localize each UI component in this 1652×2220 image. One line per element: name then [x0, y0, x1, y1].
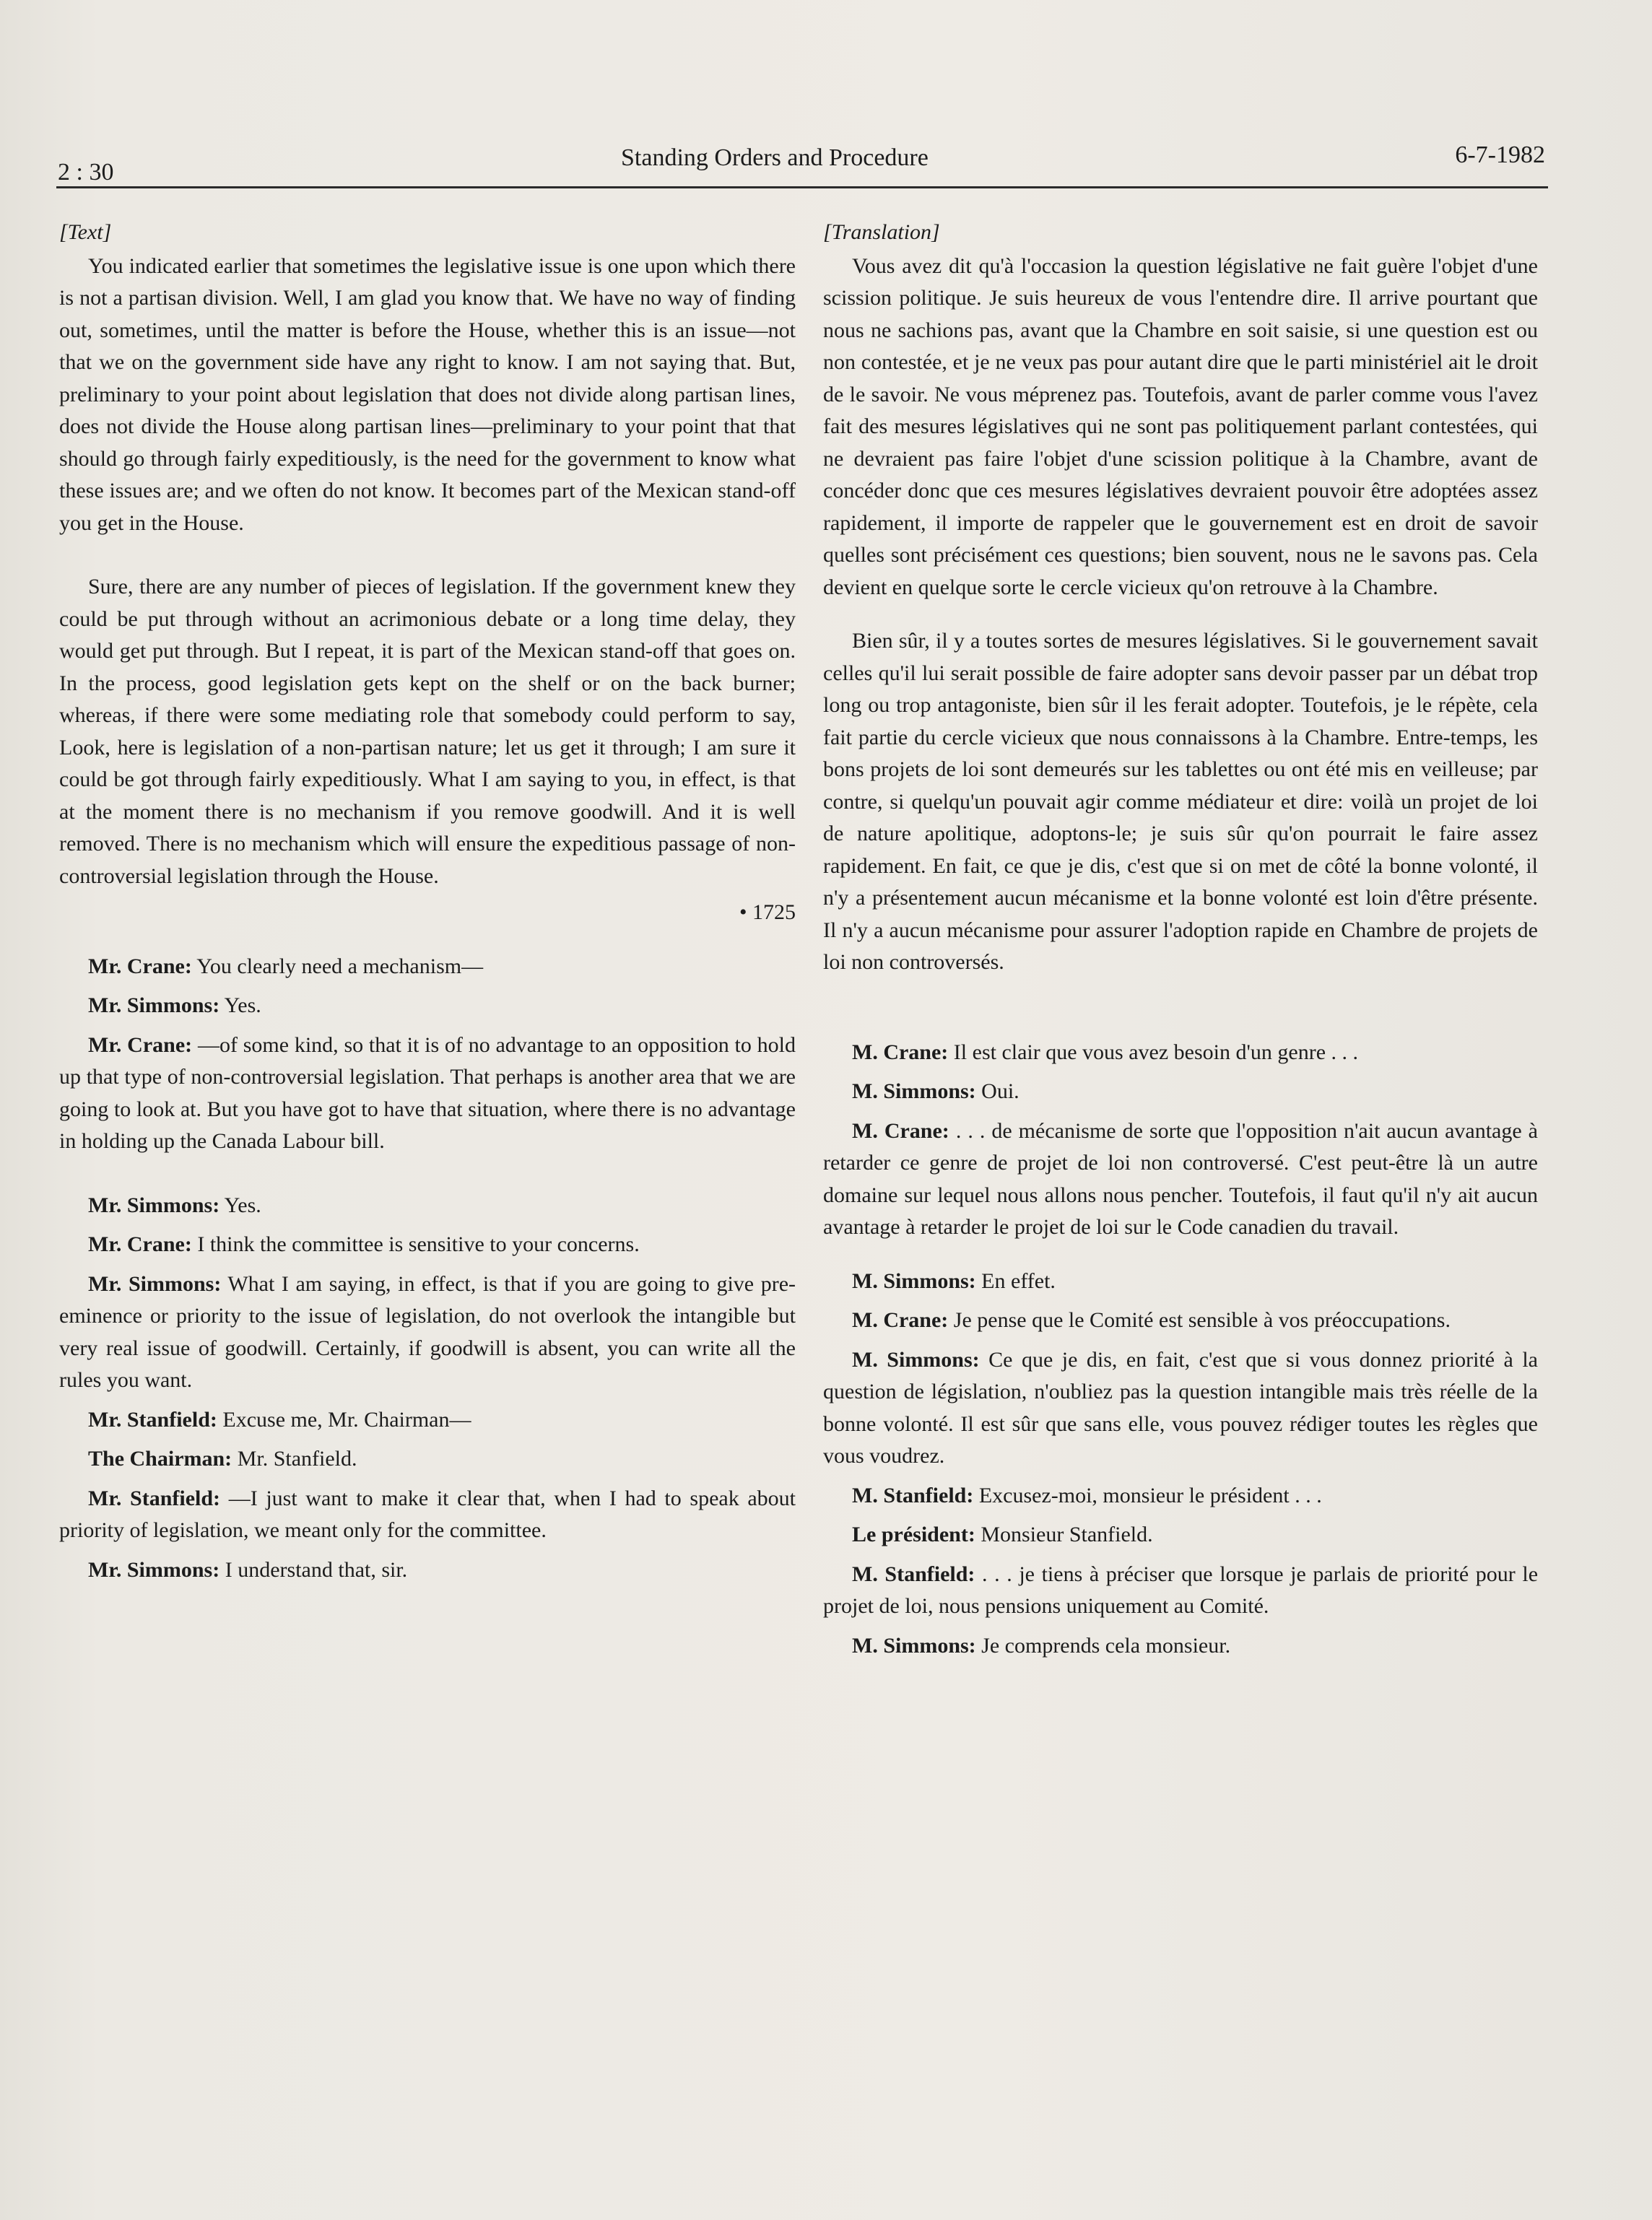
speaker: Mr. Stanfield:	[88, 1486, 221, 1510]
running-title: Standing Orders and Procedure	[621, 144, 929, 171]
speech: M. Crane: Je pense que le Comité est sensible à vos préoccupations.	[852, 1308, 1451, 1332]
speaker: M. Simmons:	[852, 1079, 976, 1103]
speaker: M. Simmons:	[852, 1633, 976, 1658]
translation-label: [Translation]	[823, 220, 940, 244]
speech: Mr. Crane: You clearly need a mechanism—	[88, 954, 484, 978]
speaker: M. Crane:	[852, 1040, 949, 1064]
speaker: Mr. Simmons:	[88, 993, 220, 1017]
speaker: M. Stanfield:	[852, 1562, 975, 1586]
speech: M. Simmons: Oui.	[852, 1079, 1020, 1103]
english-column	[59, 217, 796, 1586]
speech: The Chairman: Mr. Stanfield.	[88, 1447, 357, 1471]
speech: Mr. Simmons: I understand that, sir.	[88, 1557, 408, 1582]
speaker: M. Simmons:	[852, 1268, 976, 1293]
page-date: 6-7-1982	[1455, 142, 1545, 168]
speaker: Mr. Simmons:	[88, 1271, 222, 1296]
page-header	[58, 144, 1545, 188]
header-rule	[56, 186, 1548, 188]
speech: M. Simmons: Ce que je dis, en fait, c'est que si vous donnez priorité à la question de législation, n'oubliez pas la question intangible mais très réelle de la bonne volonté. Il est sûr que sans elle, vous pouvez rédiger toutes les règles que vous voudrez.	[823, 1347, 1539, 1468]
speaker: The Chairman:	[88, 1447, 232, 1471]
paragraph: Bien sûr, il y a toutes sortes de mesures législatives. Si le gouvernement savait celles qu'il lui serait possible de faire adopter sans devoir passer par un débat trop long ou trop antagoniste, bien sûr il les ferait adopter. Toutefois, je le répète, cela fait partie du cercle vicieux que nous connaissons à la Chambre. Entre-temps, les bons projets de loi sont demeurés sur les tablettes ou ont été mis en veilleuse; par contre, si quelqu'un pouvait agir comme médiateur et dire: voilà un projet de loi de nature apolitique, adoptons-le; je suis sûr qu'on pourrait le faire assez rapidement. En fait, ce que je dis, c'est que si on met de côté la bonne volonté, il n'y a présentement aucun mécanisme et la bonne volonté est loin d'être présente. Il n'y a aucun mécanisme pour assurer l'adoption rapide en Chambre de projets de loi non controversés.	[823, 629, 1538, 974]
paragraph: Sure, there are any number of pieces of legislation. If the government knew they could be put through without an acrimonious debate or a long time delay, they would get put through. But I repeat, it is part of the Mexican stand-off that goes on. In the process, good legislation gets kept on the shelf or on the back burner; whereas, if there were some mediating role that somebody could perform to say, Look, here is legislation of a non-partisan nature; let us get it through; I am sure it could be got through fairly expeditiously. What I am saying to you, in effect, is that at the moment there is no mechanism if you remove goodwill. And it is well removed. There is no mechanism which will ensure the expeditious passage of non-controversial legislation through the House.	[59, 575, 796, 888]
speech: Le président: Monsieur Stanfield.	[852, 1523, 1153, 1546]
speech: M. Stanfield: . . . je tiens à préciser que lorsque je parlais de priorité pour le projet de loi, nous pensions uniquement au Comité.	[823, 1562, 1539, 1618]
speaker: Mr. Crane:	[88, 1032, 193, 1057]
speaker: M. Crane:	[852, 1118, 949, 1143]
speaker: Mr. Simmons:	[88, 1193, 220, 1217]
speech: Mr. Simmons: Yes.	[88, 1193, 261, 1217]
speech: Mr. Simmons: What I am saying, in effect, is that if you are going to give pre-eminence or priority to the issue of legislation, do not overlook the intangible but very real issue of goodwill. Certainly, if goodwill is absent, you can write all the rules you want.	[59, 1271, 796, 1392]
speech: Mr. Stanfield: —I just want to make it clear that, when I had to speak about priority of legislation, we meant only for the committee.	[59, 1486, 796, 1542]
paragraph: Vous avez dit qu'à l'occasion la question législative ne fait guère l'objet d'une scission politique. Je suis heureux de vous l'entendre dire. Il arrive pourtant que nous ne sachions pas, avant que la Chambre en soit saisie, si une question est ou non contestée, et je ne veux pas pour autant dire que le parti ministériel ait le droit de le savoir. Ne vous méprenez pas. Toutefois, avant de parler comme vous l'avez fait des mesures législatives qui ne sont pas politiquement parlant contestées, qui ne devraient pas faire l'objet d'une scission politique à la Chambre, avant de concéder donc que ces mesures législatives devraient pouvoir être adoptées assez rapidement, il importe de rappeler que le gouvernement est en droit de savoir quelles sont précisément ces questions; bien souvent, nous ne le savons pas. Cela devient en quelque sorte le cercle vicieux qu'on retrouve à la Chambre.	[823, 253, 1538, 599]
speech: M. Crane: . . . de mécanisme de sorte que l'opposition n'ait aucun avantage à retarder ce genre de projet de loi non controversé. C'est peut-être là un autre domaine sur lequel nous allons nous pencher. Toutefois, il faut qu'il n'y ait aucun avantage à retarder le projet de loi sur le Code canadien du travail.	[823, 1118, 1538, 1239]
speaker: M. Stanfield:	[852, 1483, 974, 1507]
speaker: Mr. Crane:	[88, 954, 192, 978]
speech: M. Simmons: En effet.	[852, 1268, 1056, 1293]
speaker: Mr. Crane:	[88, 1232, 192, 1256]
page-number: 2 : 30	[58, 159, 114, 186]
time-marker: • 1725	[739, 900, 796, 924]
speech: Mr. Simmons: Yes.	[88, 993, 261, 1017]
speaker: M. Simmons:	[852, 1347, 980, 1372]
speech: Mr. Crane: —of some kind, so that it is of no advantage to an opposition to hold up that type of non-controversial legislation. That perhaps is another area that we are going to look at. But you have got to have that situation, where there is no advantage in holding up the Canada Labour bill.	[59, 1032, 796, 1153]
speaker: M. Crane:	[852, 1308, 949, 1332]
speech: M. Stanfield: Excusez-moi, monsieur le président . . .	[852, 1483, 1322, 1507]
speaker: Le président:	[852, 1523, 975, 1546]
text-label: [Text]	[59, 220, 112, 244]
paragraph: You indicated earlier that sometimes the legislative issue is one upon which there is not a partisan division. Well, I am glad you know that. We have no way of finding out, sometimes, until the matter is before the House, whether this is an issue—not that we on the government side have any right to know. I am not saying that. But, preliminary to your point about legislation that does not divide along partisan lines, does not divide the House along partisan lines—preliminary to your point that that should go through fairly expeditiously, is the need for the government to know what these issues are; and we often do not know. It becomes part of the Mexican stand-off you get in the House.	[59, 253, 796, 535]
speaker: Mr. Stanfield:	[88, 1407, 217, 1432]
speech: Mr. Crane: I think the committee is sensitive to your concerns.	[88, 1232, 640, 1256]
french-column	[823, 217, 1538, 1662]
speech: M. Crane: Il est clair que vous avez besoin d'un genre . . .	[852, 1040, 1359, 1064]
speech: Mr. Stanfield: Excuse me, Mr. Chairman—	[88, 1407, 471, 1432]
speech: M. Simmons: Je comprends cela monsieur.	[852, 1633, 1231, 1658]
speaker: Mr. Simmons:	[88, 1557, 220, 1582]
